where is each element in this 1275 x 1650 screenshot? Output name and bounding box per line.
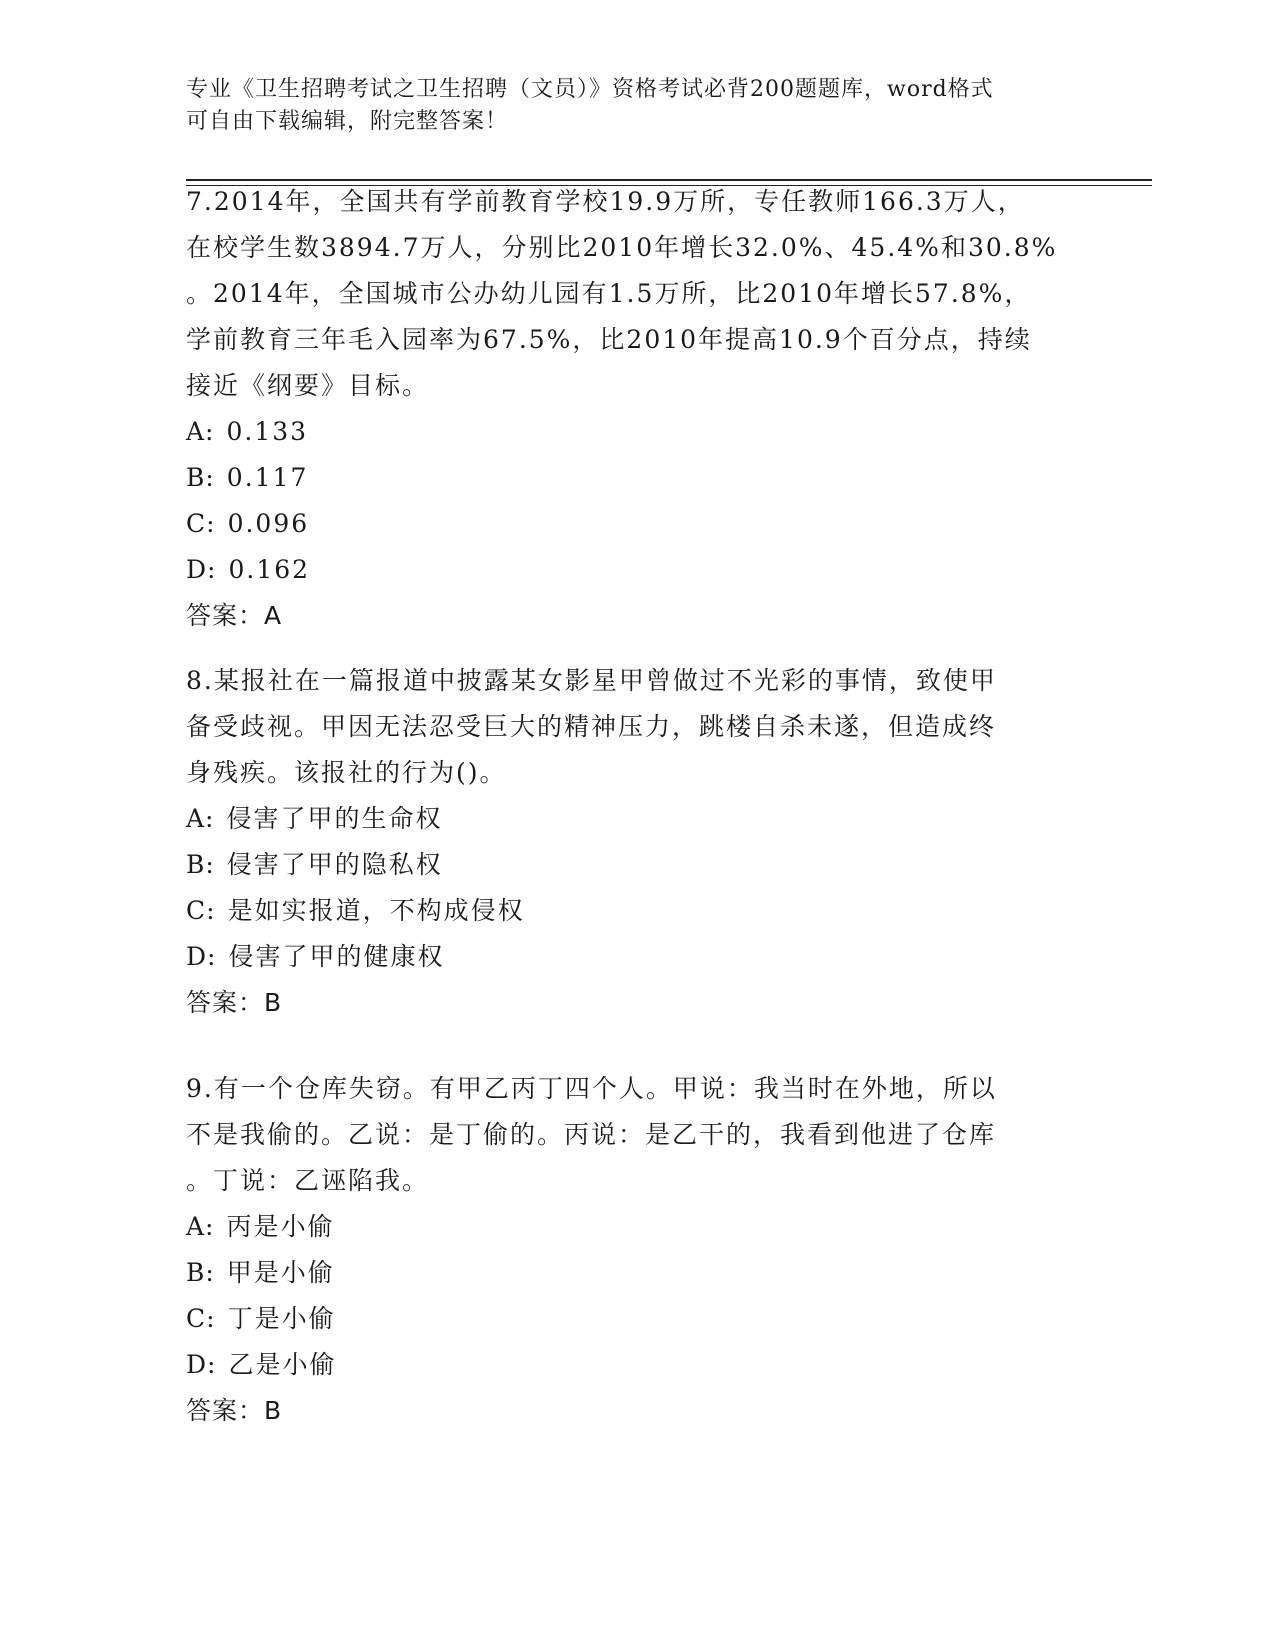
option-text: 侵害了甲的健康权 [228, 942, 445, 971]
option-text: 0.162 [228, 555, 311, 584]
option-text: 丁是小偷 [227, 1304, 336, 1333]
header-line-2: 可自由下载编辑，附完整答案！ [186, 109, 509, 134]
option-text: 0.117 [226, 463, 309, 492]
question-text-line: 9.有一个仓库失窃。有甲乙丙丁四个人。甲说：我当时在外地，所以 [186, 1074, 997, 1103]
question-text-line: 。2014年，全国城市公办幼儿园有1.5万所，比2010年增长57.8%， [186, 279, 1032, 308]
answer: 答案：B [186, 988, 283, 1017]
option-letter: B: [186, 1258, 215, 1287]
option-letter: C: [186, 1304, 216, 1333]
answer: 答案：B [186, 1396, 283, 1425]
question-text-line: 7.2014年，全国共有学前教育学校19.9万所，专任教师166.3万人， [186, 187, 1025, 216]
option-d [186, 547, 1086, 593]
option-a [186, 1204, 1086, 1250]
question-9 [186, 1066, 1086, 1434]
option-d [186, 1342, 1086, 1388]
option-a [186, 409, 1086, 455]
option-b [186, 842, 1086, 888]
option-text: 侵害了甲的隐私权 [226, 850, 443, 879]
option-c [186, 888, 1086, 934]
header-line-1: 专业《卫生招聘考试之卫生招聘（文员）》资格考试必背200题题库，word格式 [186, 77, 994, 102]
option-letter: B: [186, 463, 215, 492]
document-header [186, 74, 1086, 138]
option-letter: C: [186, 509, 216, 538]
question-8 [186, 658, 1086, 1026]
option-b [186, 1250, 1086, 1296]
question-text-line: 学前教育三年毛入园率为67.5%，比2010年提高10.9个百分点，持续 [186, 325, 1032, 354]
question-text-line: 。丁说：乙诬陷我。 [186, 1166, 430, 1195]
option-letter: D: [186, 1350, 217, 1379]
option-text: 0.133 [226, 417, 309, 446]
question-text-line: 备受歧视。甲因无法忍受巨大的精神压力，跳楼自杀未遂，但造成终 [186, 712, 997, 741]
option-text: 丙是小偷 [226, 1212, 335, 1241]
option-letter: C: [186, 896, 216, 925]
option-letter: B: [186, 850, 215, 879]
option-letter: A: [186, 417, 215, 446]
option-letter: A: [186, 804, 215, 833]
question-text-line: 在校学生数3894.7万人，分别比2010年增长32.0%、45.4%和30.8% [186, 233, 1058, 262]
option-b [186, 455, 1086, 501]
option-letter: D: [186, 555, 217, 584]
option-text: 侵害了甲的生命权 [226, 804, 443, 833]
option-text: 是如实报道，不构成侵权 [227, 896, 525, 925]
question-text-line: 8.某报社在一篇报道中披露某女影星甲曾做过不光彩的事情，致使甲 [186, 666, 997, 695]
option-d [186, 934, 1086, 980]
question-text-line: 不是我偷的。乙说：是丁偷的。丙说：是乙干的，我看到他进了仓库 [186, 1120, 997, 1149]
question-text-line: 接近《纲要》目标。 [186, 371, 430, 400]
question-7 [186, 179, 1086, 639]
answer: 答案：A [186, 601, 283, 630]
option-text: 0.096 [227, 509, 310, 538]
option-letter: A: [186, 1212, 215, 1241]
option-letter: D: [186, 942, 217, 971]
option-c [186, 1296, 1086, 1342]
option-a [186, 796, 1086, 842]
question-text-line: 身残疾。该报社的行为()。 [186, 758, 507, 787]
option-text: 乙是小偷 [228, 1350, 337, 1379]
option-text: 甲是小偷 [226, 1258, 335, 1287]
option-c [186, 501, 1086, 547]
